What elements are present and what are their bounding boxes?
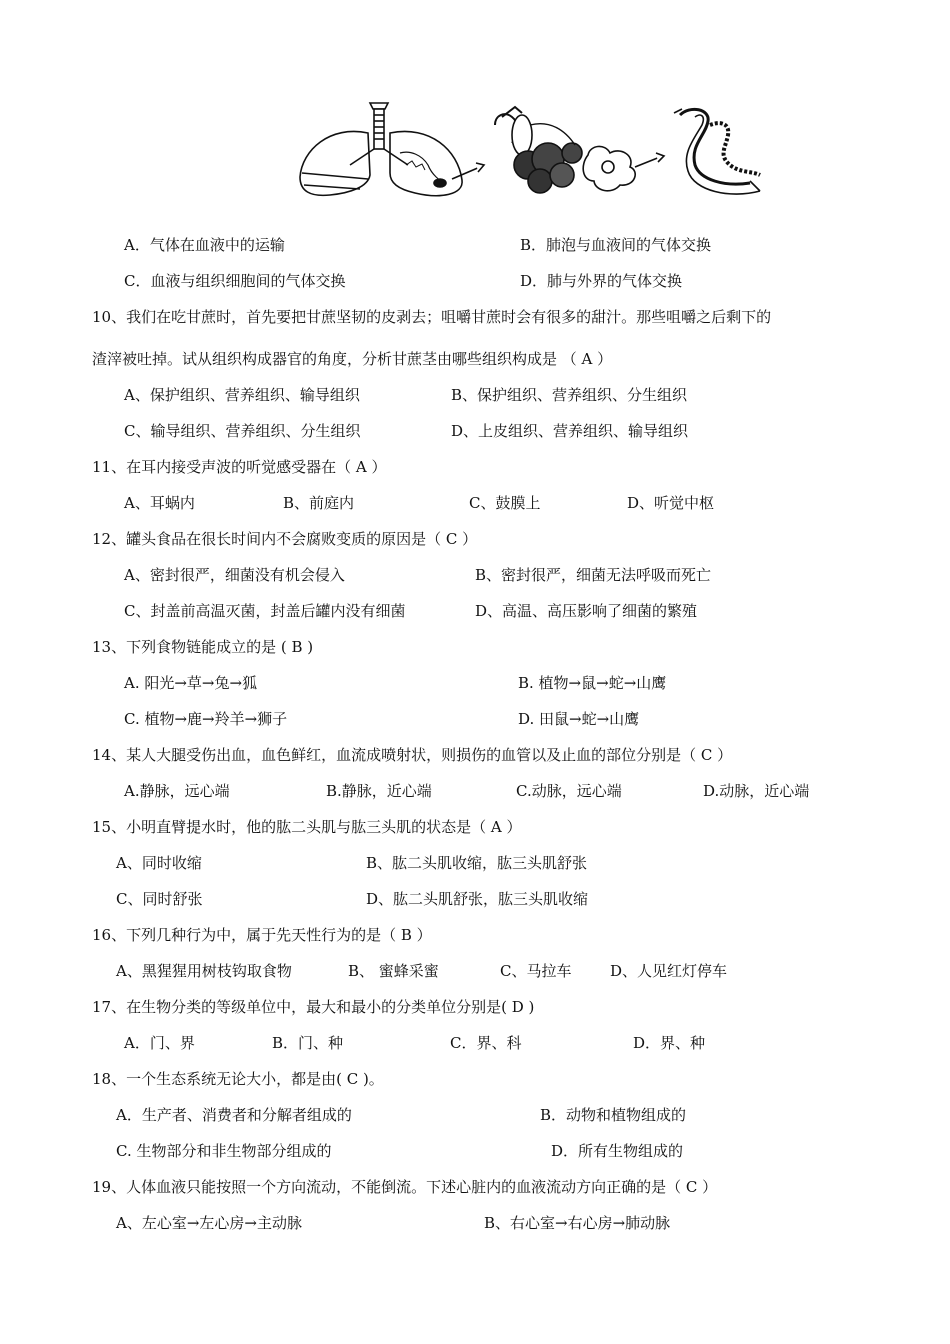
- q13-option-b: B. 植物→鼠→蛇→山鹰: [518, 674, 667, 692]
- q12-option-a: A、密封很严，细菌没有机会侵入: [124, 566, 345, 584]
- q9-option-b: B．肺泡与血液间的气体交换: [520, 236, 712, 254]
- q18-option-a: A．生产者、消费者和分解者组成的: [116, 1106, 352, 1124]
- q17-option-b: B．门、种: [272, 1034, 344, 1052]
- q14-option-b: B.静脉，近心端: [326, 782, 432, 800]
- q10-option-a: A、保护组织、营养组织、输导组织: [124, 386, 360, 404]
- q15-option-b: B、肱二头肌收缩，肱三头肌舒张: [366, 854, 588, 872]
- q9-option-a: A．气体在血液中的运输: [124, 236, 285, 254]
- q19-option-a: A、左心室→左心房→主动脉: [116, 1214, 302, 1232]
- q13-option-a: A. 阳光→草→兔→狐: [124, 674, 258, 692]
- q17-option-c: C．界、科: [450, 1034, 522, 1052]
- capillary-figure: [674, 109, 760, 194]
- q16-stem: 16、下列几种行为中，属于先天性行为的是（ B ）: [92, 926, 432, 944]
- respiration-diagram: [290, 95, 770, 210]
- q10-stem-line2: 渣滓被吐掉。试从组织构成器官的角度，分析甘蔗茎由哪些组织构成是 （ A ）: [92, 350, 613, 368]
- q19-option-b: B、右心室→右心房→肺动脉: [484, 1214, 671, 1232]
- q14-option-a: A.静脉，远心端: [124, 782, 230, 800]
- q9-option-d: D．肺与外界的气体交换: [520, 272, 683, 290]
- q10-option-c: C、输导组织、营养组织、分生组织: [124, 422, 361, 440]
- alveoli-figure: [495, 107, 664, 193]
- q14-stem: 14、某人大腿受伤出血，血色鲜红，血流成喷射状，则损伤的血管以及止血的部位分别是（ C ）: [92, 746, 733, 764]
- q16-option-a: A、黑猩猩用树枝钩取食物: [116, 962, 292, 980]
- q16-option-d: D、人见红灯停车: [610, 962, 728, 980]
- q10-option-d: D、上皮组织、营养组织、输导组织: [451, 422, 689, 440]
- q18-stem: 18、一个生态系统无论大小，都是由( C )。: [92, 1070, 384, 1088]
- q14-option-c: C.动脉，远心端: [516, 782, 622, 800]
- q11-option-d: D、听觉中枢: [627, 494, 715, 512]
- q16-option-c: C、马拉车: [500, 962, 572, 980]
- q13-option-c: C. 植物→鹿→羚羊→狮子: [124, 710, 288, 728]
- q17-stem: 17、在生物分类的等级单位中，最大和最小的分类单位分别是( D ): [92, 998, 535, 1016]
- q17-option-a: A．门、界: [124, 1034, 195, 1052]
- q12-option-c: C、封盖前高温灭菌，封盖后罐内没有细菌: [124, 602, 406, 620]
- q15-option-c: C、同时舒张: [116, 890, 203, 908]
- q11-stem: 11、在耳内接受声波的听觉感受器在（ A ）: [92, 458, 387, 476]
- q13-stem: 13、下列食物链能成立的是 ( B ): [92, 638, 314, 656]
- q19-stem: 19、人体血液只能按照一个方向流动，不能倒流。下述心脏内的血液流动方向正确的是（ C ）: [92, 1178, 718, 1196]
- q13-option-d: D. 田鼠→蛇→山鹰: [518, 710, 640, 728]
- q11-option-b: B、前庭内: [283, 494, 355, 512]
- q11-option-a: A、耳蜗内: [124, 494, 195, 512]
- q12-stem: 12、罐头食品在很长时间内不会腐败变质的原因是（ C ）: [92, 530, 478, 548]
- q17-option-d: D．界、种: [633, 1034, 706, 1052]
- q11-option-c: C、鼓膜上: [469, 494, 541, 512]
- q10-stem-line1: 10、我们在吃甘蔗时，首先要把甘蔗坚韧的皮剥去；咀嚼甘蔗时会有很多的甜汁。那些咀嚼之后剩下的: [92, 308, 772, 326]
- q18-option-b: B．动物和植物组成的: [540, 1106, 687, 1124]
- q9-option-c: C．血液与组织细胞间的气体交换: [124, 272, 346, 290]
- q15-option-d: D、肱二头肌舒张，肱三头肌收缩: [366, 890, 589, 908]
- q14-option-d: D.动脉，近心端: [703, 782, 810, 800]
- q15-option-a: A、同时收缩: [116, 854, 202, 872]
- lungs-figure: [300, 103, 484, 196]
- q16-option-b: B、 蜜蜂采蜜: [348, 962, 439, 980]
- q10-option-b: B、保护组织、营养组织、分生组织: [451, 386, 688, 404]
- q12-option-b: B、密封很严，细菌无法呼吸而死亡: [475, 566, 712, 584]
- q18-option-c: C. 生物部分和非生物部分组成的: [116, 1142, 332, 1160]
- q15-stem: 15、小明直臂提水时，他的肱二头肌与肱三头肌的状态是（ A ）: [92, 818, 522, 836]
- q12-option-d: D、高温、高压影响了细菌的繁殖: [475, 602, 698, 620]
- q18-option-d: D．所有生物组成的: [551, 1142, 684, 1160]
